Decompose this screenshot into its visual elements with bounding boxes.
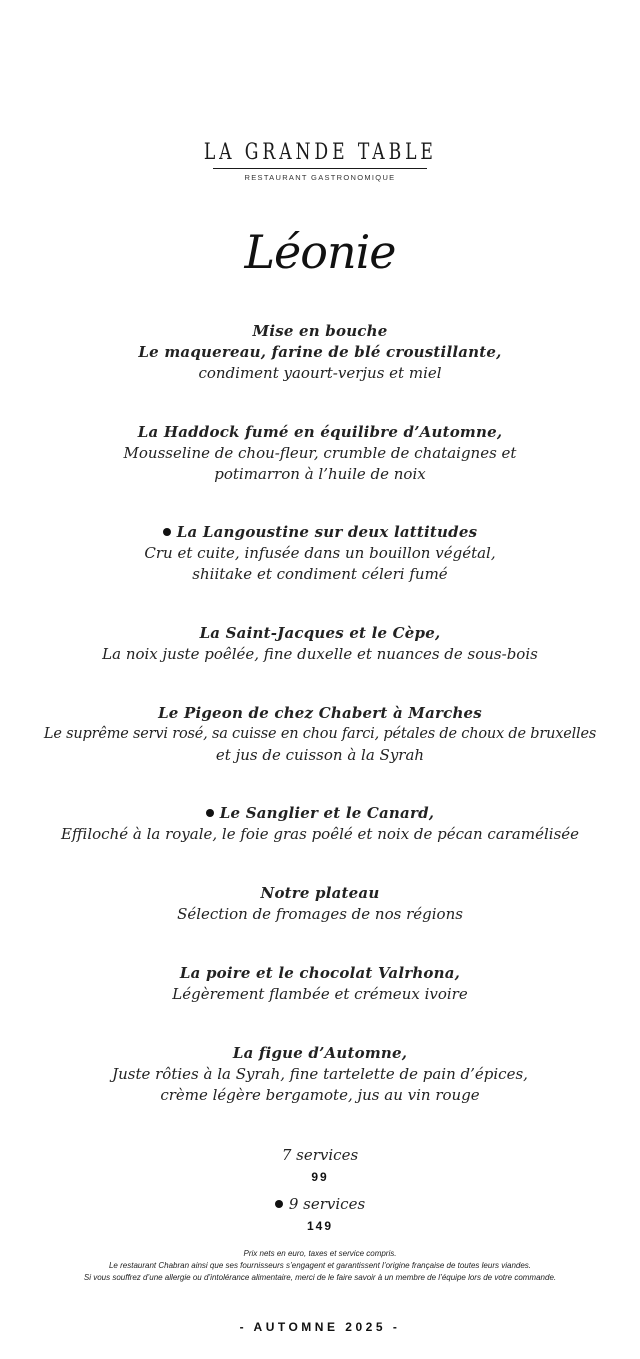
price-amount: 99 [311,1170,329,1184]
price-label: 7 services [281,1146,359,1164]
course-description: Légèrement flambée et crémeux ivoire [172,985,468,1003]
restaurant-logo [0,140,640,182]
course-title: La Langoustine sur deux lattitudes [176,523,478,541]
course-description: Cru et cuite, infusée dans un bouillon végétal, [144,544,496,562]
course-title: La Haddock fumé en équilibre d’Automne, [137,423,503,441]
course-description: potimarron à l’huile de noix [214,465,426,483]
course-item [0,321,640,384]
note-line: Prix nets en euro, taxes et service compris. [243,1249,397,1258]
course-item [0,883,640,925]
price-amount: 149 [306,1219,334,1233]
note-line: Si vous souffrez d’une allergie ou d’intolérance alimentaire, merci de le faire savoir à un membre de l’équipe lors de votre commande. [83,1273,557,1282]
course-title: La figue d’Automne, [232,1044,408,1062]
season-label: - AUTOMNE 2025 - [239,1320,401,1334]
course-item [0,963,640,1005]
course-item [0,422,640,485]
course-item [0,623,640,665]
course-title: Mise en bouche [252,322,388,340]
course-description: La noix juste poêlée, fine duxelle et nuances de sous-bois [102,645,538,663]
course-description: Effiloché à la royale, le foie gras poêlé et noix de pécan caramélisée [60,825,580,843]
course-title: Le maquereau, farine de blé croustillante, [138,343,502,361]
course-title: Notre plateau [260,884,380,902]
course-description: Juste rôties à la Syrah, fine tartelette de pain d’épices, [112,1065,528,1083]
course-title: Le Sanglier et le Canard, [219,804,435,822]
course-title: La Saint-Jacques et le Cèpe, [199,624,441,642]
menu-title: Léonie [244,225,396,279]
course-description: shiitake et condiment céleri fumé [192,565,448,583]
price-label: 9 services [288,1195,366,1213]
signature-dot-icon [275,1200,283,1208]
course-description: Mousseline de chou-fleur, crumble de chataignes et [123,444,517,462]
course-description: Le suprême servi rosé, sa cuisse en chou farci, pétales de choux de bruxelles [43,726,597,742]
course-description: condiment yaourt-verjus et miel [198,364,442,382]
restaurant-subtitle: RESTAURANT GASTRONOMIQUE [244,173,396,182]
price-option [0,1194,640,1234]
signature-dot-icon [163,528,171,536]
signature-dot-icon [206,809,214,817]
price-option [0,1145,640,1185]
course-title: La poire et le chocolat Valrhona, [179,964,461,982]
course-item [0,803,640,845]
note-line: Le restaurant Chabran ainsi que ses fournisseurs s’engagent et garantissent l’origine française de toutes leurs viandes. [108,1261,532,1270]
course-description: crème légère bergamote, jus au vin rouge [160,1086,480,1104]
restaurant-name: LA GRANDE TABLE [203,140,437,165]
course-description: Sélection de fromages de nos régions [177,905,463,923]
course-description: et jus de cuisson à la Syrah [215,746,425,764]
legal-notes [0,1248,640,1284]
course-title: Le Pigeon de chez Chabert à Marches [158,704,482,722]
logo-underline [213,168,427,169]
course-item [0,522,640,585]
course-item [0,703,640,766]
course-item [0,1043,640,1106]
